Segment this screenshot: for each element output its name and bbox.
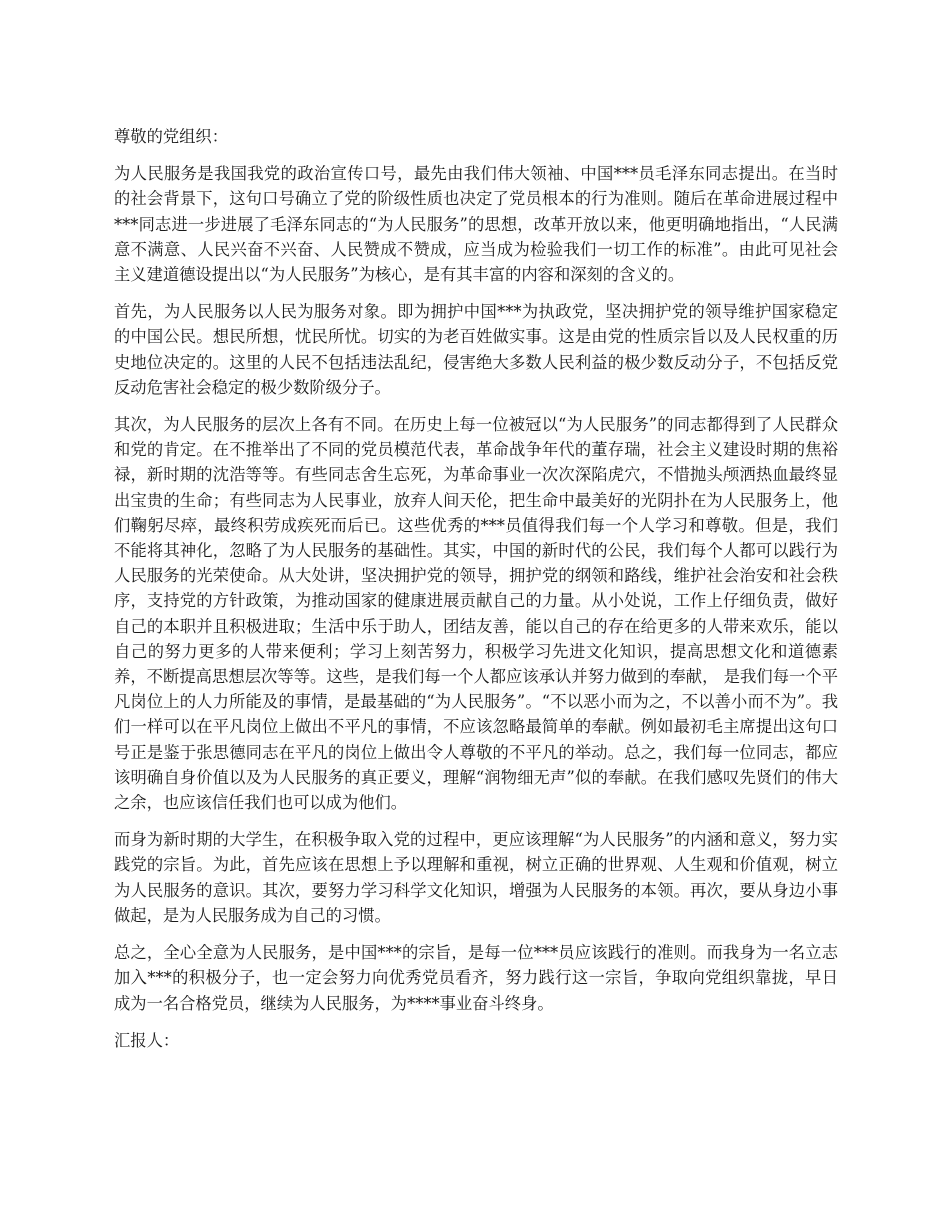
paragraph-conclusion: 总之，全心全意为人民服务，是中国***的宗旨，是每一位***员应该践行的准则。而我身为一名立志加入***的积极分子，也一定会努力向优秀党员看齐，努力践行这一宗旨，争取向党组织靠拢，早日成为一名合格党员，继续为人民服务，为****事业奋斗终身。	[114, 943, 838, 1013]
signature-label: 汇报人：	[114, 1030, 180, 1050]
document-page	[114, 124, 838, 1065]
paragraph-student: 而身为新时期的大学生，在积极争取入党的过程中，更应该理解“为人民服务”的内涵和意义，努力实践党的宗旨。为此，首先应该在思想上予以理解和重视，树立正确的世界观、人生观和价值观，树立为人民服务的意识。其次，要努力学习科学文化知识，增强为人民服务的本领。再次，要从身边小事做起，是为人民服务成为自己的习惯。	[114, 830, 838, 925]
paragraph-first: 首先，为人民服务以人民为服务对象。即为拥护中国***为执政党，坚决拥护党的领导维护国家稳定的中国公民。想民所想，忧民所忧。切实的为老百姓做实事。这是由党的性质宗旨以及人民权重的历史地位决定的。这里的人民不包括违法乱纪，侵害绝大多数人民利益的极少数反动分子，不包括反党反动危害社会稳定的极少数阶级分子。	[114, 302, 838, 397]
paragraph-second: 其次，为人民服务的层次上各有不同。在历史上每一位被冠以“为人民服务”的同志都得到了人民群众和党的肯定。在不推举出了不同的党员模范代表，革命战争年代的董存瑞，社会主义建设时期的焦裕禄，新时期的沈浩等等。有些同志舍生忘死，为革命事业一次次深陷虎穴，不惜抛头颅洒热血最终显出宝贵的生命；有些同志为人民事业，放弃人间天伦，把生命中最美好的光阴扑在为人民服务上，他们鞠躬尽瘁，最终积劳成疾死而后已。这些优秀的***员值得我们每一个人学习和尊敬。但是，我们不能将其神化，忽略了为人民服务的基础性。其实，中国的新时代的公民，我们每个人都可以践行为人民服务的光荣使命。从大处讲，坚决拥护党的领导，拥护党的纲领和路线，维护社会治安和社会秩序，支持党的方针政策，为推动国家的健康进展贡献自己的力量。从小处说，工作上仔细负责，做好自己的本职并且积极进取；生活中乐于助人，团结友善，能以自己的存在给更多的人带来欢乐，能以自己的努力更多的人带来便利；学习上刻苦努力，积极学习先进文化知识，提高思想文化和道德素养，不断提高思想层次等等。这些，是我们每一个人都应该承认并努力做到的奉献， 是我们每一个平凡岗位上的人力所能及的事情，是最基础的“为人民服务”。“不以恶小而为之，不以善小而不为”。我们一样可以在平凡岗位上做出不平凡的事情，不应该忽略最简单的奉献。例如最初毛主席提出这句口号正是鉴于张思德同志在平凡的岗位上做出令人尊敬的不平凡的举动。总之，我们每一位同志，都应该明确自身价值以及为人民服务的真正要义，理解“润物细无声”似的奉献。在我们感叹先贤们的伟大之余，也应该信任我们也可以成为他们。	[114, 415, 838, 813]
salutation: 尊敬的党组织：	[114, 127, 228, 146]
paragraph-intro: 为人民服务是我国我党的政治宣传口号，最先由我们伟大领袖、中国***员毛泽东同志提出。在当时的社会背景下，这句口号确立了党的阶级性质也决定了党员根本的行为准则。随后在革命进展过程中***同志进一步进展了毛泽东同志的“为人民服务”的思想，改革开放以来，他更明确地指出，“人民满意不满意、人民兴奋不兴奋、人民赞成不赞成，应当成为检验我们一切工作的标准”。由此可见社会主义建道德设提出以“为人民服务”为核心，是有其丰富的内容和深刻的含义的。	[114, 164, 838, 285]
